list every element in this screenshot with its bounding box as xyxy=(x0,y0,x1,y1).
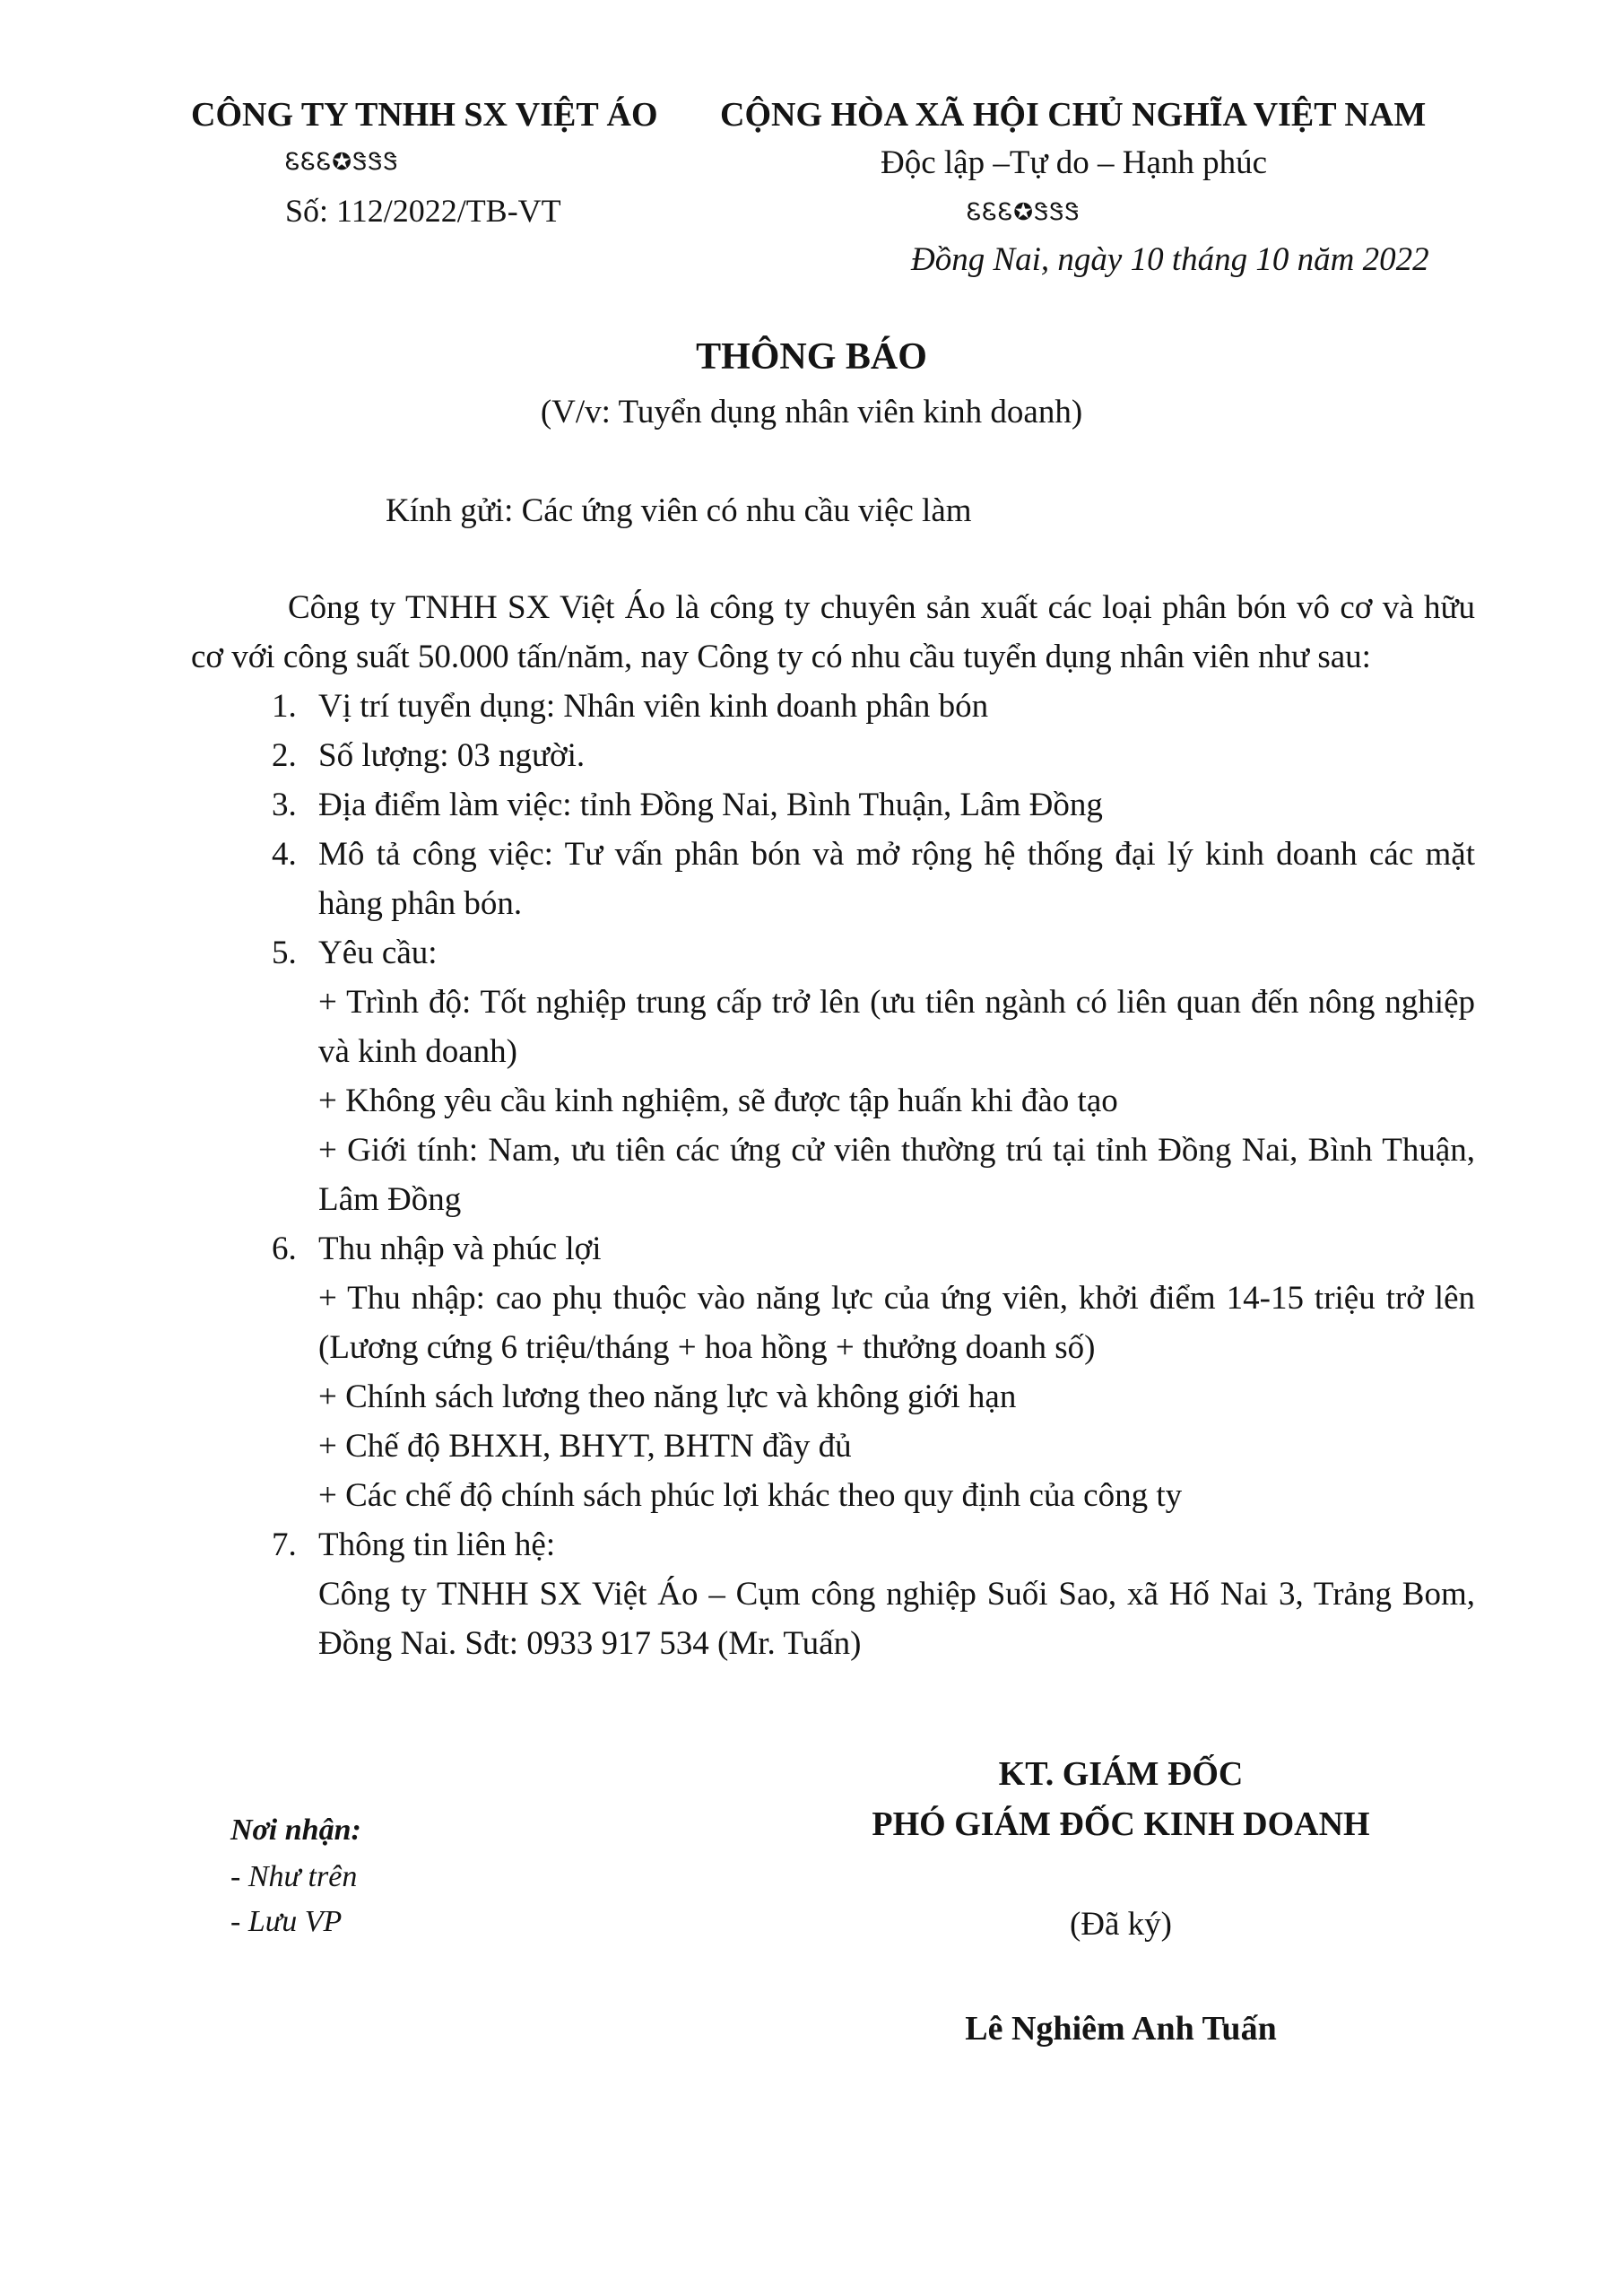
sub-item: + Thu nhập: cao phụ thuộc vào năng lực của ứng viên, khởi điểm 14-15 triệu trở lên (Lương cứng 6 triệu/tháng + hoa hồng + thưởng doanh số) xyxy=(318,1280,1475,1366)
contact-info: Công ty TNHH SX Việt Áo – Cụm công nghiệp Suối Sao, xã Hố Nai 3, Trảng Bom, Đồng Nai. Sđt: 0933 917 534 (Mr. Tuấn) xyxy=(318,1576,1475,1662)
national-title: CỘNG HÒA XÃ HỘI CHỦ NGHĨA VIỆT NAM xyxy=(720,96,1427,134)
sub-item: + Chế độ BHXH, BHYT, BHTN đầy đủ xyxy=(318,1428,852,1465)
list-item: 7. Thông tin liên hệ: Công ty TNHH SX Việt Áo – Cụm công nghiệp Suối Sao, xã Hố Nai 3, Trảng Bom, Đồng Nai. Sđt: 0933 917 534 (Mr. Tuấn) xyxy=(191,1520,1475,1668)
sub-item: + Không yêu cầu kinh nghiệm, sẽ được tập huấn khi đào tạo xyxy=(318,1083,1118,1119)
signed-note: (Đã ký) xyxy=(1069,1906,1173,1943)
recipient-line: Kính gửi: Các ứng viên có nhu cầu việc làm xyxy=(386,492,972,529)
signer-name: Lê Nghiêm Anh Tuấn xyxy=(965,2010,1277,2048)
requirement-list xyxy=(191,682,1475,1668)
recipient-item: - Lưu VP xyxy=(230,1905,343,1938)
sub-item: + Chính sách lương theo năng lực và không giới hạn xyxy=(318,1378,1017,1415)
recipient-item: - Như trên xyxy=(230,1860,358,1893)
right-ornament: ᏋᏋᏋ✪ᏕᏕᏕ xyxy=(967,199,1081,226)
recipients-label: Nơi nhận: xyxy=(230,1813,361,1847)
notice-subject: (V/v: Tuyển dụng nhân viên kinh doanh) xyxy=(540,394,1083,430)
sub-item: + Trình độ: Tốt nghiệp trung cấp trở lên (ưu tiên ngành có liên quan đến nông nghiệp và kinh doanh) xyxy=(318,984,1475,1070)
list-item: 4. Mô tả công việc: Tư vấn phân bón và mở rộng hệ thống đại lý kinh doanh các mặt hàng phân bón. xyxy=(272,836,1475,922)
place-date: Đồng Nai, ngày 10 tháng 10 năm 2022 xyxy=(911,241,1429,278)
intro-paragraph: Công ty TNHH SX Việt Áo là công ty chuyên sản xuất các loại phân bón vô cơ và hữu cơ với công suất 50.000 tấn/năm, nay Công ty có nhu cầu tuyển dụng nhân viên như sau: xyxy=(191,589,1475,675)
sub-item: + Giới tính: Nam, ưu tiên các ứng cử viên thường trú tại tỉnh Đồng Nai, Bình Thuận, Lâm Đồng xyxy=(318,1132,1475,1218)
left-ornament: ᏋᏋᏋ✪ᏕᏕᏕ xyxy=(285,149,399,176)
notice-body xyxy=(191,583,1475,1668)
list-item: 5. Yêu cầu: + Trình độ: Tốt nghiệp trung cấp trở lên (ưu tiên ngành có liên quan đến nông nghiệp và kinh doanh) + Không yêu cầu kinh nghiệm, sẽ được tập huấn khi đào tạo + Giới tính: Nam, ưu tiên các ứng cử viên thường trú tại tỉnh Đồng Nai, Bình Thuận, Lâm Đồng xyxy=(191,928,1475,1224)
list-item: 6. Thu nhập và phúc lợi + Thu nhập: cao phụ thuộc vào năng lực của ứng viên, khởi điểm 14-15 triệu trở lên (Lương cứng 6 triệu/tháng + hoa hồng + thưởng doanh số) + Chính sách lương theo năng lực và không giới hạn + Chế độ BHXH, BHYT, BHTN đầy đủ + Các chế độ chính sách phúc lợi khác theo quy định của công ty xyxy=(191,1224,1475,1520)
signer-title-1: KT. GIÁM ĐỐC xyxy=(998,1755,1244,1793)
list-item: 3. Địa điểm làm việc: tỉnh Đồng Nai, Bình Thuận, Lâm Đồng xyxy=(272,787,1103,823)
sub-item: + Các chế độ chính sách phúc lợi khác theo quy định của công ty xyxy=(318,1477,1183,1514)
motto: Độc lập –Tự do – Hạnh phúc xyxy=(881,144,1268,181)
notice-title: THÔNG BÁO xyxy=(696,336,927,378)
document-number: Số: 112/2022/TB-VT xyxy=(285,193,561,229)
list-item: 2. Số lượng: 03 người. xyxy=(272,737,586,774)
signer-title-2: PHÓ GIÁM ĐỐC KINH DOANH xyxy=(872,1805,1370,1843)
company-name: CÔNG TY TNHH SX VIỆT ÁO xyxy=(191,96,658,134)
list-item: 1. Vị trí tuyển dụng: Nhân viên kinh doanh phân bón xyxy=(272,688,989,725)
